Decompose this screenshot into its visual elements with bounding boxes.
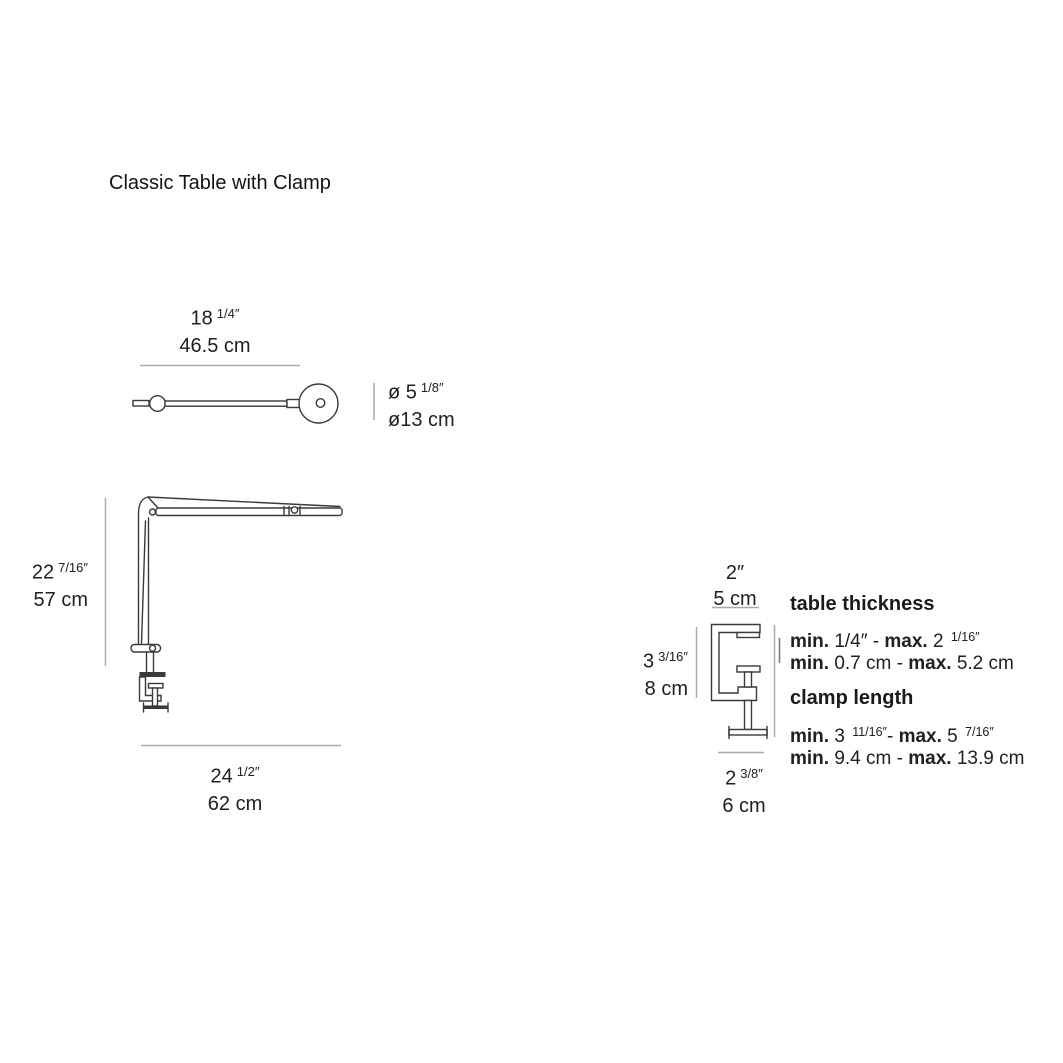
clamp-detail-lip xyxy=(737,633,760,638)
clamp-screw-shaft xyxy=(153,688,158,706)
clamp-length-cm-range: min. 9.4 cm - max. 13.9 cm xyxy=(790,748,1025,769)
table-thickness-inches-range: min. 1/4″ - max. 2 $^{1/16''}$ xyxy=(790,630,980,652)
lamp-arm-top xyxy=(165,401,287,406)
depth-inches: 24 $^{1/2''}$ xyxy=(210,764,260,788)
lamp-arm-top-edge xyxy=(148,497,340,507)
side-view-height-label xyxy=(0,554,88,614)
clamp-top-width-inches: 2″ xyxy=(725,562,745,584)
table-thickness-heading: table thickness xyxy=(790,593,935,615)
width-inches: 18 $^{1/4''}$ xyxy=(190,306,240,330)
height-cm: 57 cm xyxy=(33,588,88,611)
clamp-height-cm: 8 cm xyxy=(644,677,688,700)
top-view-drawing xyxy=(133,366,374,424)
depth-cm: 62 cm xyxy=(207,792,263,815)
clamp-screw-handle xyxy=(144,706,169,710)
page-title: Classic Table with Clamp xyxy=(109,172,331,194)
clamp-length-inches-range: min. 3 $^{11/16''}$- max. 5 $^{7/16''}$ xyxy=(790,725,994,747)
clamp-length-heading: clamp length xyxy=(790,687,914,709)
arm-joint-pin xyxy=(291,507,297,513)
table-thickness-cm-range: min. 0.7 cm - max. 5.2 cm xyxy=(790,653,1014,674)
width-cm: 46.5 cm xyxy=(179,334,251,357)
clamp-bottom-width-cm: 6 cm xyxy=(722,794,766,817)
clamp-top-width-cm: 5 cm xyxy=(713,588,757,610)
clamp-bottom-width-label xyxy=(694,760,794,820)
clamp-detail-screw-pad xyxy=(737,666,760,672)
clamp-height-label xyxy=(595,643,688,703)
head-diameter-label xyxy=(388,374,455,434)
height-inches: 22 $^{7/16''}$ xyxy=(31,560,88,584)
lamp-joint-circle xyxy=(150,396,166,412)
diameter-inches: ø 5 $^{1/8''}$ xyxy=(388,380,444,404)
clamp-detail-screw-lower-shaft xyxy=(745,701,752,730)
lamp-head-center xyxy=(316,399,325,408)
lamp-arm-corner-edge xyxy=(148,497,158,508)
lamp-end-stub xyxy=(133,401,149,407)
clamp-detail-drawing xyxy=(697,608,780,753)
clamp-detail-screw-upper-shaft xyxy=(745,672,752,687)
clamp-height-inches: 3 $^{3/16''}$ xyxy=(642,649,688,673)
lamp-arm-side xyxy=(156,508,342,516)
clamp-top-bar xyxy=(140,672,166,677)
clamp-bottom-width-inches: 2 $^{3/8''}$ xyxy=(725,766,763,790)
clamp-top-width-label xyxy=(685,560,785,612)
diameter-cm: ø13 cm xyxy=(388,408,455,431)
corner-joint-pin xyxy=(150,509,156,515)
top-view-width-label xyxy=(115,300,315,360)
lamp-post-inner-edge xyxy=(142,521,146,643)
side-view-drawing xyxy=(106,497,343,746)
side-view-depth-label xyxy=(135,758,335,818)
clamp-detail-handle xyxy=(729,730,767,736)
lamp-arm-connector xyxy=(287,400,300,408)
base-pin xyxy=(150,645,156,651)
